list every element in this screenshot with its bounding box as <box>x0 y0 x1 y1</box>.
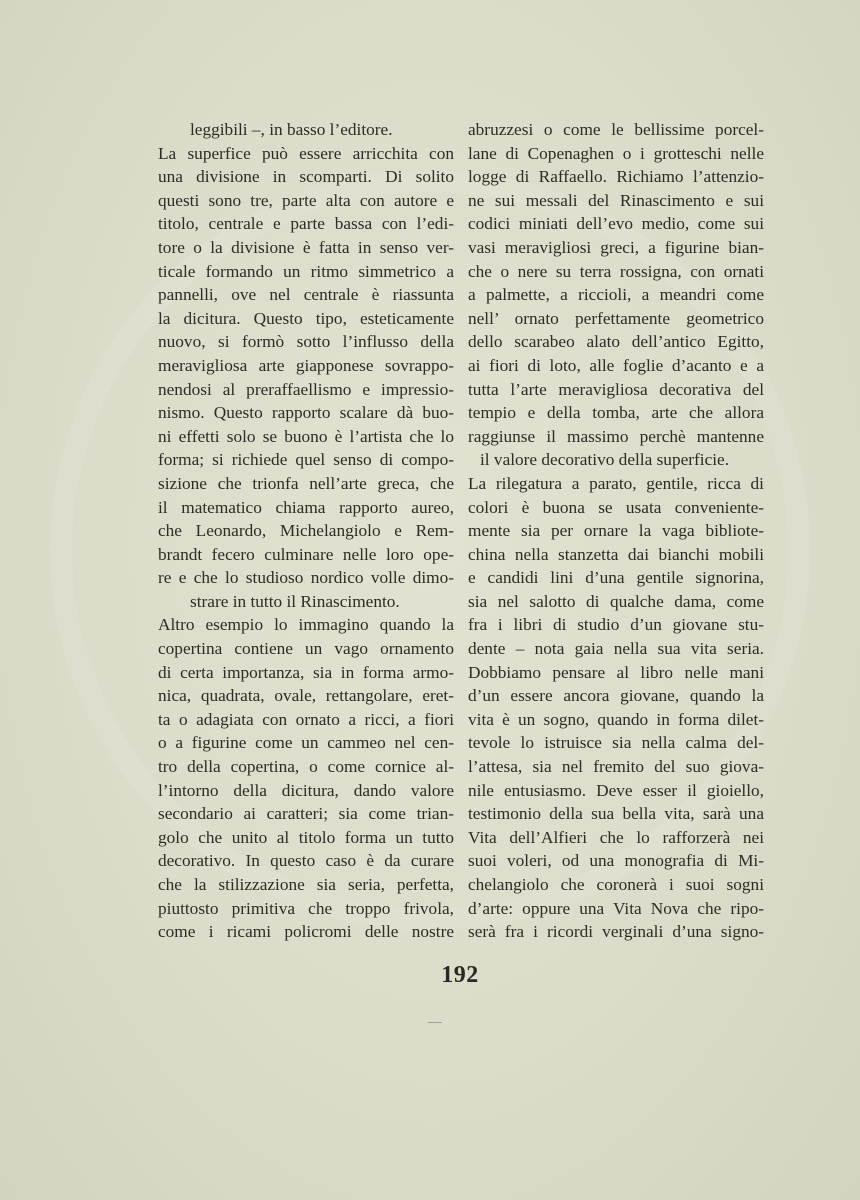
text-line: La superfice può essere arricchita con <box>158 143 454 163</box>
text-line: logge di Raffaello. Richiamo l’attenzio- <box>468 167 764 187</box>
text-line: di certa importanza, sia in forma armo- <box>158 662 454 682</box>
text-line: d’un essere ancora giovane, quando la <box>468 686 764 706</box>
page-number: 192 <box>441 962 479 988</box>
text-line: a palmette, a riccioli, a meandri come <box>468 285 764 305</box>
text-line: dello scarabeo alato dell’antico Egitto, <box>468 332 764 352</box>
text-line: testimonio della sua bella vita, sarà una <box>468 804 764 824</box>
text-line: decorativo. In questo caso è da curare <box>158 851 454 871</box>
text-line: e candidi lini d’una gentile signorina, <box>468 568 764 588</box>
text-line: il matematico chiama rapporto aureo, <box>158 497 454 517</box>
text-line: ne sui messali del Rinascimento e sui <box>468 190 764 210</box>
text-line: La rilegatura a parato, gentile, ricca di <box>468 473 764 493</box>
text-line: chelangiolo che coronerà i suoi sogni <box>468 875 764 894</box>
text-line: la dicitura. Questo tipo, esteticamente <box>158 308 454 328</box>
text-line: tro della copertina, o come cornice al- <box>158 757 454 777</box>
text-line: ta o adagiata con ornato a ricci, a fiori <box>158 709 454 729</box>
text-line: questi sono tre, parte alta con autore e <box>158 190 454 210</box>
right-text-column <box>468 118 764 944</box>
text-line: dente – nota gaia nella sua vita seria. <box>468 639 764 659</box>
text-line: secondario ai caratteri; sia come trian- <box>158 804 454 824</box>
text-line: brandt fecero culminare nelle loro ope- <box>158 544 454 564</box>
text-line: che Leonardo, Michelangiolo e Rem- <box>158 521 454 541</box>
text-line: che la stilizzazione sia seria, perfetta, <box>158 875 454 894</box>
text-line: tevole lo istruisce sia nella calma del- <box>468 733 764 753</box>
text-line: suoi voleri, od una monografia di Mi- <box>468 851 764 871</box>
text-line: codici miniati dell’evo medio, come sui <box>468 214 764 234</box>
text-line: leggibili –, in basso l’editore. <box>190 120 393 139</box>
text-line: che o nere su terra rossigna, con ornati <box>468 261 764 281</box>
text-line: ni effetti solo se buono è l’artista che lo <box>158 426 454 446</box>
text-line: sizione che trionfa nell’arte greca, che <box>158 473 454 493</box>
text-line: piuttosto primitiva che troppo frivola, <box>158 898 454 918</box>
text-line: serà fra i ricordi verginali d’una signo- <box>468 922 764 942</box>
text-line: copertina contiene un vago ornamento <box>158 639 454 659</box>
text-line: tore o la divisione è fatta in senso ver- <box>158 237 454 257</box>
text-line: ticale formando un ritmo simmetrico a <box>158 261 454 281</box>
text-line: ai fiori di loto, alle foglie d’acanto e a <box>468 355 764 375</box>
text-line: vita è un sogno, quando in forma dilet- <box>468 709 764 729</box>
left-text-column <box>158 118 454 944</box>
text-line: nismo. Questo rapporto scalare dà buo- <box>158 403 454 423</box>
text-line: nell’ ornato perfettamente geometrico <box>468 308 764 328</box>
text-line: Dobbiamo pensare al libro nelle mani <box>468 662 764 682</box>
text-line: nuovo, si formò sotto l’influsso della <box>158 332 454 352</box>
text-line: l’intorno della dicitura, dando valore <box>158 780 454 800</box>
text-line: meravigliosa arte giapponese sovrappo- <box>158 355 454 375</box>
text-line: sia nel salotto di qualche dama, come <box>468 591 764 611</box>
text-line: l’attesa, sia nel fremito del suo giova- <box>468 757 764 777</box>
text-line: fra i libri di studio d’un giovane stu- <box>468 615 764 635</box>
text-line: o a figurine come un cammeo nel cen- <box>158 733 454 753</box>
text-line: come i ricami policromi delle nostre <box>158 922 454 942</box>
text-line: abruzzesi o come le bellissime porcel- <box>468 120 764 139</box>
text-line: re e che lo studioso nordico volle dimo- <box>158 568 454 588</box>
text-line: Vita dell’Alfieri che lo rafforzerà nei <box>468 827 764 847</box>
text-line: tempio e della tomba, arte che allora <box>468 403 764 423</box>
text-line: tutta l’arte meravigliosa decorativa del <box>468 379 764 399</box>
text-line: lane di Copenaghen o i grotteschi nelle <box>468 143 764 163</box>
text-line: d’arte: oppure una Vita Nova che ripo- <box>468 898 764 918</box>
text-line: raggiunse il massimo perchè mantenne <box>468 426 764 446</box>
text-line: mente sia per ornare la vaga bibliote- <box>468 521 764 541</box>
paper-speck <box>428 1022 442 1023</box>
text-line: forma; si richiede quel senso di compo- <box>158 450 454 470</box>
text-line: pannelli, ove nel centrale è riassunta <box>158 285 454 305</box>
text-line: china nella stanzetta dai bianchi mobili <box>468 544 764 564</box>
text-line: nendosi al preraffaellismo e impressio- <box>158 379 454 399</box>
text-line: vasi meravigliosi greci, a figurine bian- <box>468 237 764 257</box>
text-line: colori è buona se usata conveniente- <box>468 497 764 517</box>
text-line: titolo, centrale e parte bassa con l’edi- <box>158 214 454 234</box>
text-line: Altro esempio lo immagino quando la <box>158 615 454 635</box>
text-line: nile entusiasmo. Deve esser il gioiello, <box>468 780 764 800</box>
text-line: il valore decorativo della superficie. <box>480 450 730 470</box>
text-line: una divisione in scomparti. Di solito <box>158 167 454 187</box>
text-line: strare in tutto il Rinascimento. <box>190 591 400 611</box>
text-line: nica, quadrata, ovale, rettangolare, eret- <box>158 686 454 706</box>
text-line: golo che unito al titolo forma un tutto <box>158 827 454 847</box>
